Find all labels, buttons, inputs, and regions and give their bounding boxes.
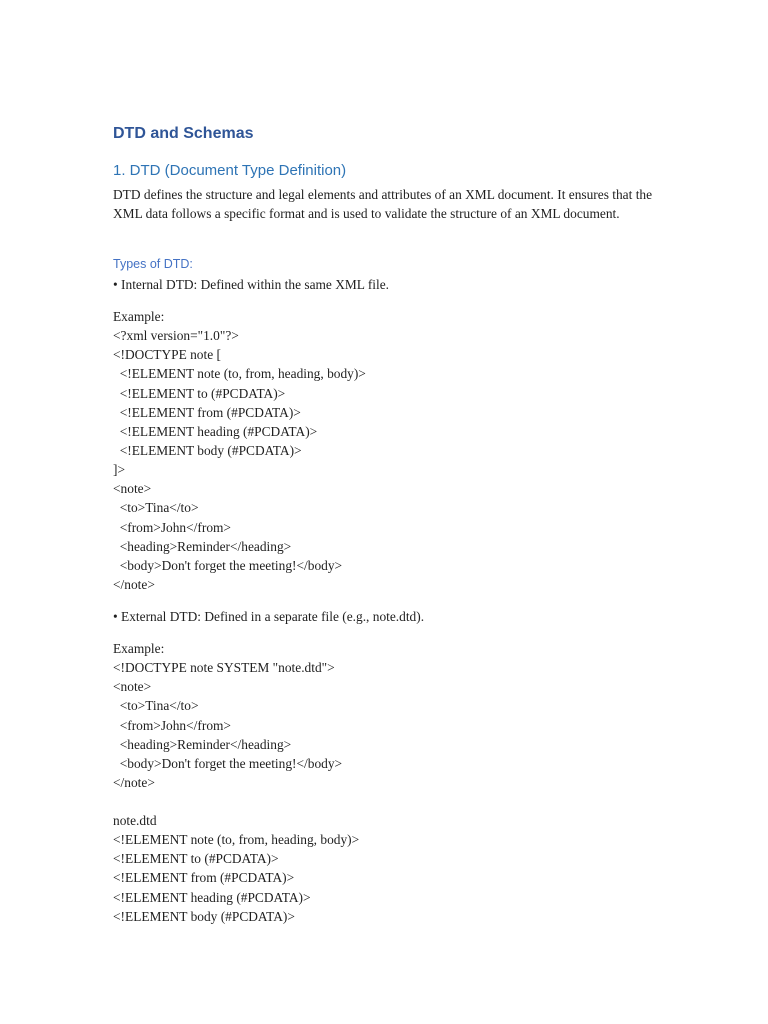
document-line: <!DOCTYPE note SYSTEM "note.dtd"> xyxy=(113,660,335,676)
document-line: <to>Tina</to> xyxy=(113,698,199,714)
section-heading: 1. DTD (Document Type Definition) xyxy=(113,162,347,179)
document-line: <from>John</from> xyxy=(113,519,231,535)
document-line: <heading>Reminder</heading> xyxy=(113,538,292,554)
section-paragraph: DTD defines the structure and legal elements and attributes of an XML document. It ensures that the XML data follows a specific format and is used to validate the structure of an XML document. xyxy=(113,187,653,221)
document-line: <!ELEMENT from (#PCDATA)> xyxy=(113,404,301,420)
document-line: <body>Don't forget the meeting!</body> xyxy=(113,755,343,771)
document-line: <!ELEMENT note (to, from, heading, body)> xyxy=(113,366,366,382)
document-line: <!ELEMENT to (#PCDATA)> xyxy=(113,385,286,401)
document-line: <!ELEMENT from (#PCDATA)> xyxy=(113,870,295,886)
subsection-heading: Types of DTD: xyxy=(113,257,193,271)
internal-dtd-example xyxy=(113,307,366,594)
document-line: <body>Don't forget the meeting!</body> xyxy=(113,557,343,573)
document-line: <?xml version="1.0"?> xyxy=(113,328,239,344)
document-line: <!ELEMENT body (#PCDATA)> xyxy=(113,908,295,924)
document-line: <to>Tina</to> xyxy=(113,500,199,516)
document-line: <note> xyxy=(113,679,152,695)
document-line: note.dtd xyxy=(113,813,157,828)
document-line: <note> xyxy=(113,481,152,497)
document-line: <!ELEMENT note (to, from, heading, body)> xyxy=(113,832,360,848)
document-line: Example: xyxy=(113,641,165,656)
document-line: </note> xyxy=(113,576,155,592)
document-line: </note> xyxy=(113,774,155,790)
document-line: <from>John</from> xyxy=(113,717,231,733)
document-line: <!DOCTYPE note [ xyxy=(113,347,221,363)
external-dtd-bullet: • External DTD: Defined in a separate file (e.g., note.dtd). xyxy=(113,609,425,624)
internal-dtd-bullet: • Internal DTD: Defined within the same XML file. xyxy=(113,277,390,292)
document-line: <!ELEMENT heading (#PCDATA)> xyxy=(113,423,318,439)
document-line: <!ELEMENT heading (#PCDATA)> xyxy=(113,889,311,905)
document-line: Example: xyxy=(113,309,165,324)
document-line: <heading>Reminder</heading> xyxy=(113,736,292,752)
document-line: ]> xyxy=(113,462,126,478)
page-title: DTD and Schemas xyxy=(113,125,254,142)
note-dtd-file xyxy=(113,811,359,926)
document-line: <!ELEMENT body (#PCDATA)> xyxy=(113,442,302,458)
document-line: <!ELEMENT to (#PCDATA)> xyxy=(113,851,279,867)
external-dtd-example xyxy=(113,639,342,792)
